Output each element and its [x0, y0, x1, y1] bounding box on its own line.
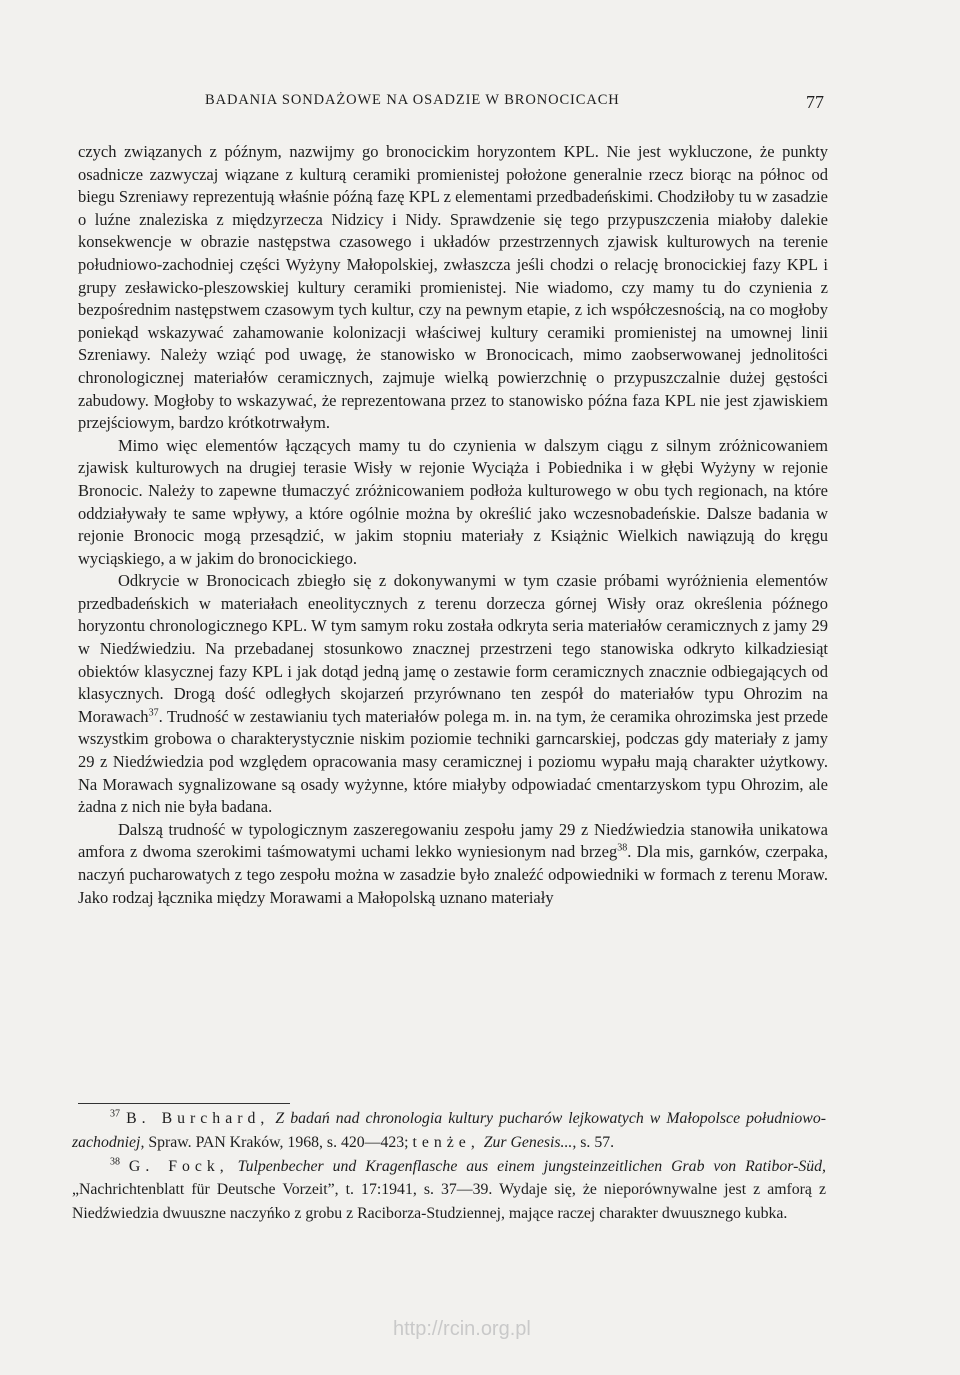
footnote-38-title: Tulpenbecher und Kragenflasche aus einem jungsteinzeitlichen Grab von Ratibor-Süd, [237, 1157, 826, 1175]
footnote-38-number: 38 [110, 1156, 120, 1168]
paragraph-3-text-a: Odkrycie w Bronocicach zbiegło się z dokonywanymi w tym czasie próbami wyróżnienia elementów przedbadeńskich w materiałach eneolitycznych z terenu dorzecza górnej Wisły oraz określenia późnego horyzontu chronologicznego KPL. W tym samym roku została odkryta seria materiałów ceramicznych z jamy 29 w Niedźwiedziu. Na przebadanej stosunkowo znacznej przestrzeni tego stanowiska odkryto kilkadziesiąt obiektów klasycznej fazy KPL i jak dotąd jedną jamę o zestawie form ceramicznych znacznie odbiegających od klasycznych. Drogą dość odległych skojarzeń przyrównano ten zespół do materiałów typu Ohrozim na Morawach [78, 571, 828, 726]
footnote-ref-37: 37 [148, 707, 159, 719]
paragraph-2: Mimo więc elementów łączących mamy tu do czynienia w dalszym ciągu z silnym zróżnicowaniem zjawisk kulturowych na drugiej terasie Wisły w rejonie Wyciąża i Pobiednika i w głębi Wyżyny w rejonie Bronocic. Należy to zapewne tłumaczyć zróżnicowaniem podłoża kulturowego w obu tych regionach, na które oddziaływały te same wpływy, a które ogólnie można by określić jako wczesnobadeńskie. Dalsze badania w rejonie Bronocic mogą przesądzić, w jakim stopniu materiały z Książnic Wielkich nawiązują do kręgu wyciąskiego, a w jakim do bronocickiego. [78, 435, 828, 568]
footnote-38 [72, 1155, 826, 1226]
footnote-separator [78, 1103, 290, 1104]
paragraph-1: czych związanych z późnym, nazwijmy go bronocickim horyzontem KPL. Nie jest wykluczone, że punkty osadnicze zazwyczaj wiązane z kulturą ceramiki promienistej położone generalnie rzecz biorąc na północ od biegu Szreniawy reprezentują właśnie późną fazę KPL z elementami przedbadeńskimi. Chodziłoby tu w zasadzie o luźne znaleziska z międzyrzecza Nidzicy i Nidy. Sprawdzenie się tego przypuszczenia miałoby dalekie konsekwencje w obrazie następstwa czasowego i układów przestrzennych zjawisk kulturowych na terenie południowo-zachodniej części Wyżyny Małopolskiej, zwłaszcza jeśli chodzi o relację bronocickiej fazy KPL i grupy zesławicko-pleszowskiej kultury ceramiki promienistej. Nie wiadomo, czy mamy tu do czynienia z bezpośrednim następstwem czasowym tych kultur, czy na pewnym etapie, z ich współczesnością, na co mogłoby poniekąd wskazywać zahamowanie kolonizacji właściwej kultury ceramiki promienistej na umownej linii Szreniawy. Należy wziąć pod uwagę, że stanowisko w Bronocicach, mimo zaobserwowanej jednolitości chronologicznej materiałów ceramicznych, zajmuje wielką powierzchnię o przypuszczalnie dużej gęstości zabudowy. Mogłoby to wskazywać, że reprezentowana przez to stanowisko późna faza KPL nie jest zjawiskiem przejściowym, bardzo krótkotrwałym. [78, 142, 828, 433]
watermark-url: http://rcin.org.pl [393, 1318, 531, 1340]
page-number: 77 [806, 92, 824, 112]
footnote-37-publication: Spraw. PAN Kraków, 1968, s. 420—423; [144, 1133, 413, 1151]
footnote-37-author: B. Burchard, [126, 1110, 270, 1127]
paragraph-3-text-b: . Trudność w zestawianiu tych materiałów polega m. in. na tym, że ceramika ohrozimska jest przede wszystkim grobowa o charakterystycznie niskim poziomie techniki garncarskiej, podczas gdy materiały z jamy 29 z Niedźwiedzia pod względem opracowania masy ceramicznej i poziomu wypału mają charakter użytkowy. Na Morawach sygnalizowane są osady wyżynne, które miałyby odpowiadać cmentarzyskom typu Ohrozim, ale żadna z nich nie była badana. [78, 706, 828, 817]
footnote-37-tenze: tenże, [412, 1133, 480, 1151]
footnote-37-end: s. 57. [576, 1133, 615, 1151]
footnote-37-reference: Zur Genesis..., [483, 1133, 577, 1151]
footnote-ref-38: 38 [617, 842, 628, 854]
footnote-37 [72, 1107, 826, 1155]
paragraph-3 [78, 570, 828, 819]
paragraph-4-text-a: Dalszą trudność w typologicznym zaszeregowaniu zespołu jamy 29 z Niedźwiedzia stanowiła unikatowa amfora z dwoma szerokimi taśmowatymi uchami lekko wyniesionym nad brzeg [78, 819, 828, 862]
running-title: BADANIA SONDAŻOWE NA OSADZIE W BRONOCICACH [205, 92, 620, 108]
paragraph-4 [78, 819, 828, 909]
main-text [78, 141, 828, 909]
footnote-37-number: 37 [110, 1108, 120, 1120]
footnote-38-author: G. Fock, [128, 1157, 229, 1175]
footnote-38-rest: „Nachrichtenblatt für Deutsche Vorzeit”, t. 17:1941, s. 37—39. Wydaje się, że nieporównywalne jest z amforą z Niedźwiedzia dwuuszne naczyńko z grobu z Raciborza-Studziennej, mające raczej charakter dwuusznego kubka. [72, 1181, 826, 1223]
paragraph-4-text-b: . Dla mis, garnków, czerpaka, naczyń pucharowatych z tego zespołu można w zasadzie było znaleźć odpowiedniki w formach z terenu Moraw. Jako rodzaj łącznika między Morawami a Małopolską uznano materiały [78, 842, 828, 907]
footnotes [72, 1107, 826, 1226]
footnote-37-title: Z badań nad chronologia kultury pucharów lejkowatych w Małopolsce południowo-zachodniej, [72, 1110, 826, 1151]
